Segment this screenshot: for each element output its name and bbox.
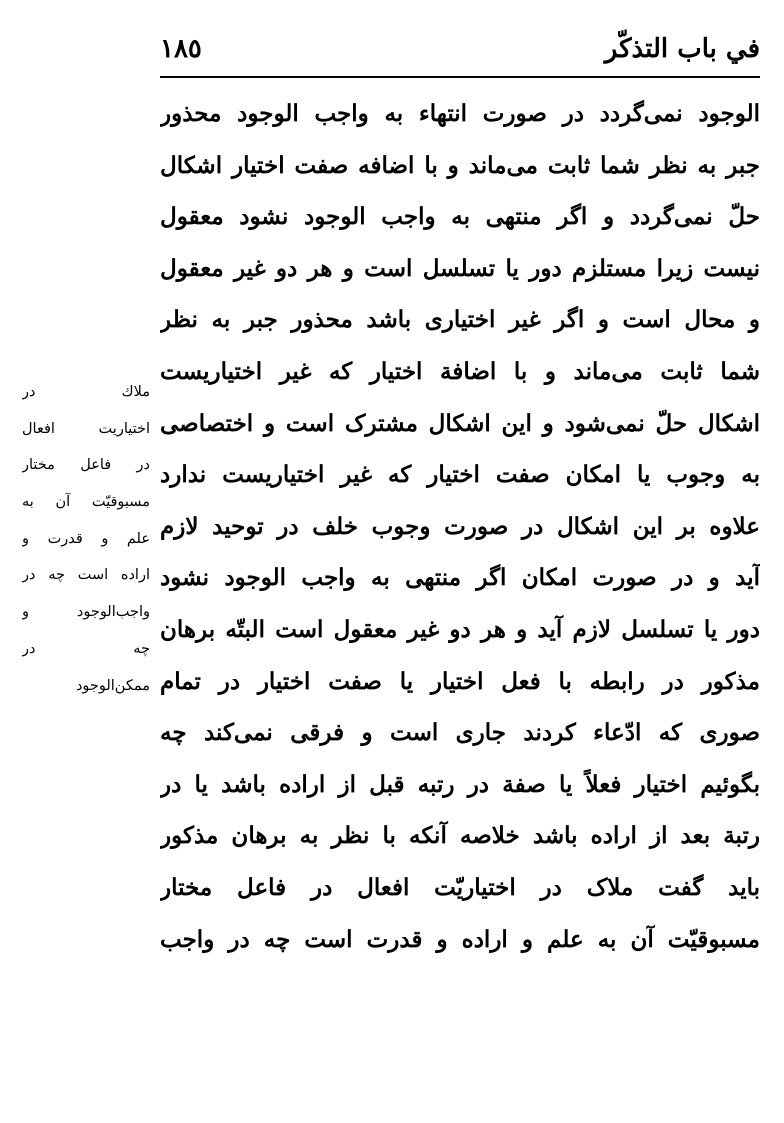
text-line: نيست زيرا مستلزم دور يا تسلسل است و هر دو غير معقول <box>160 254 760 282</box>
text-line: جبر به نظر شما ثابت می‌ماند و با اضافه صفت اختيار اشكال <box>160 151 760 179</box>
margin-note-line: ملاك در <box>22 384 150 400</box>
margin-note-line: اختياريت افعال <box>22 420 150 437</box>
text-line: به وجوب يا امكان صفت اختيار كه غير اختياريست ندارد <box>160 461 760 489</box>
text-line: دور يا تسلسل لازم آيد و هر دو غير معقول است البتّه برهان <box>160 615 760 643</box>
margin-note-line: در فاعل مختار <box>22 457 150 474</box>
margin-note-line: اراده است چه در <box>22 567 150 584</box>
text-line: شما ثابت می‌ماند و با اضافة اختيار كه غير اختياريست <box>160 357 760 385</box>
margin-note <box>22 374 150 704</box>
text-line: صوری كه ادّعاء كردند جاری است و فرقی نمی‌كند چه <box>160 719 760 747</box>
text-line: مذكور در رابطه با فعل اختيار يا صفت اختيار در تمام <box>160 667 760 695</box>
margin-note-line: مسبوقيّت آن به <box>22 494 150 511</box>
page-number: ١٨٥ <box>160 34 202 64</box>
running-title: في باب التذكّر <box>604 34 760 64</box>
margin-note-line: چه در <box>22 640 150 657</box>
margin-note-line: واجب‌الوجود و <box>22 604 150 621</box>
header-rule <box>160 76 760 78</box>
text-line: بايد گفت ملاک در اختياريّت افعال در فاعل مختار <box>160 873 760 901</box>
page-header <box>160 28 760 78</box>
text-line: بگوئيم اختيار فعلاً يا صفة در رتبه قبل از اراده باشد يا در <box>160 770 760 798</box>
text-line: حلّ نمی‌گردد و اگر منتهی به واجب الوجود نشود معقول <box>160 203 760 231</box>
text-line: مسبوقيّت آن به علم و اراده و قدرت است چه در واجب <box>160 925 760 953</box>
text-line: الوجود نمی‌گردد در صورت انتهاء به واجب الوجود محذور <box>160 100 760 127</box>
margin-note-line: ممكن‌الوجود <box>75 677 150 694</box>
main-text-block <box>160 88 760 965</box>
text-line: رتبة بعد از اراده باشد خلاصه آنكه با نظر به برهان مذكور <box>160 822 760 850</box>
text-line: و محال است و اگر غير اختياری باشد محذور جبر به نظر <box>160 306 760 334</box>
margin-note-line: علم و قدرت و <box>22 530 150 547</box>
text-line: آيد و در صورت امكان اگر منتهی به واجب الوجود نشود <box>160 564 760 592</box>
text-line: علاوه بر اين اشكال در صورت وجوب خلف در توحيد لازم <box>160 512 760 540</box>
text-line: اشكال حلّ نمی‌شود و اين اشكال مشترک است و اختصاصی <box>160 409 760 437</box>
